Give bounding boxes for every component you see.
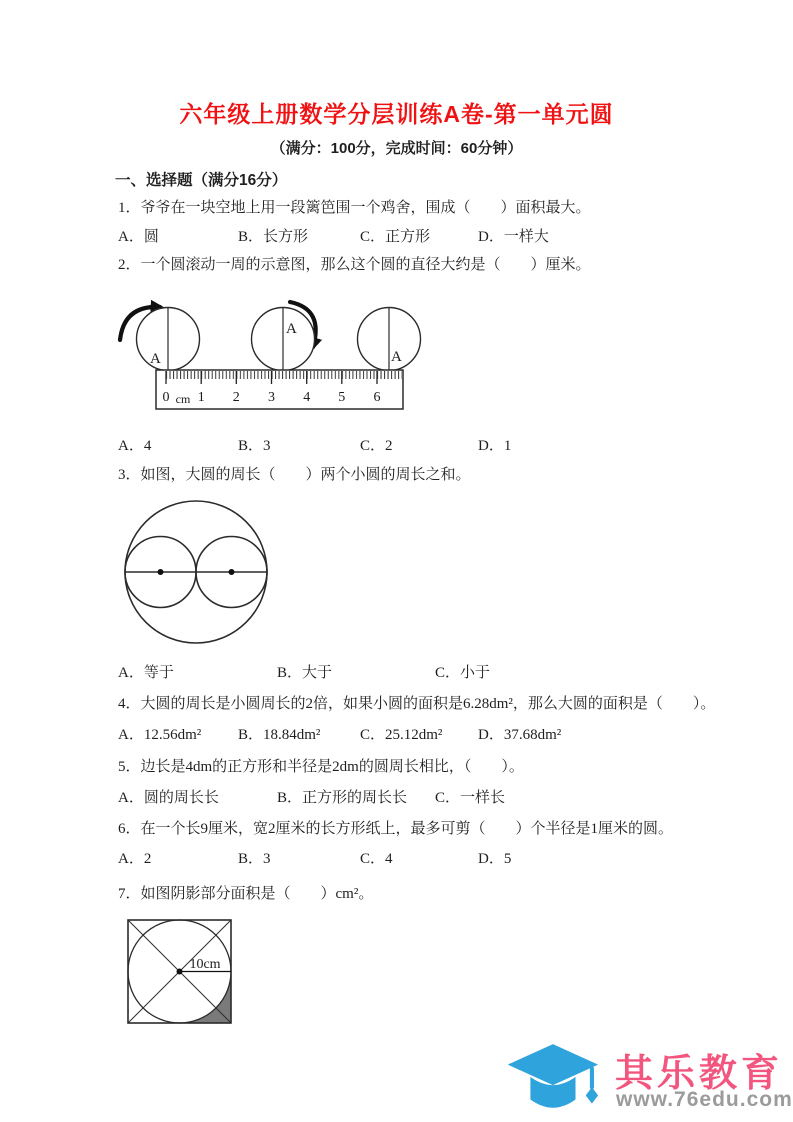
exam-info: （满分：100分，完成时间：60分钟）: [270, 140, 523, 157]
question-4-option-a: A．12.56dm²: [118, 727, 202, 743]
question-5-option-b: B．正方形的周长长: [277, 790, 408, 806]
point-a-label: A: [391, 349, 402, 365]
question-3-option-c: C．小于: [435, 665, 491, 681]
question-4-option-b: B．18.84dm²: [238, 727, 321, 743]
center-dot: [229, 569, 235, 575]
ruler-number: 1: [197, 390, 205, 405]
section-header: 一、选择题（满分16分）: [115, 172, 288, 189]
ruler-number: 3: [268, 390, 275, 405]
ruler-number: 5: [338, 390, 346, 405]
question-4-text: 4．大圆的周长是小圆周长的2倍，如果小圆的面积是6.28dm²，那么大圆的面积是（ ）。: [118, 696, 716, 712]
center-dot: [158, 569, 164, 575]
ruler-number: 4: [303, 390, 311, 405]
question-5-option-c: C．一样长: [435, 790, 506, 806]
brand-url: www.76edu.com: [616, 1088, 793, 1111]
question-2-text: 2．一个圆滚动一周的示意图，那么这个圆的直径大约是（ ）厘米。: [118, 257, 591, 273]
site-logo: [503, 1036, 793, 1122]
question-2-option-c: C．2: [360, 438, 393, 454]
question-1-option-c: C．正方形: [360, 229, 431, 245]
question-2-option-a: A．4: [118, 438, 152, 454]
question-5-option-a: A．圆的周长长: [118, 790, 219, 806]
rolling-circles-diagram: [113, 295, 463, 419]
question-2-option-b: B．3: [238, 438, 271, 454]
ruler-number: 6: [373, 390, 381, 405]
question-3-text: 3．如图，大圆的周长（ ）两个小圆的周长之和。: [118, 467, 471, 483]
ruler-unit-label: cm: [175, 392, 191, 406]
question-5-text: 5．边长是4dm的正方形和半径是2dm的圆周长相比，（ ）。: [118, 759, 524, 775]
question-4-option-c: C．25.12dm²: [360, 727, 443, 743]
ruler-number: 0: [162, 390, 170, 405]
page-title: 六年级上册数学分层训练A卷-第一单元圆: [179, 101, 614, 127]
radius-label: 10cm: [189, 957, 221, 972]
point-a-label: A: [150, 351, 161, 367]
question-6-option-d: D．5: [478, 851, 512, 867]
question-1-option-b: B．长方形: [238, 229, 309, 245]
ruler-number: 2: [232, 390, 240, 405]
question-1-option-d: D．一样大: [478, 229, 549, 245]
center-dot: [177, 969, 183, 975]
graduation-cap-icon: [503, 1040, 607, 1120]
question-2-option-d: D．1: [478, 438, 512, 454]
question-6-option-c: C．4: [360, 851, 393, 867]
point-a-label: A: [286, 321, 297, 337]
question-4-option-d: D．37.68dm²: [478, 727, 562, 743]
question-7-text: 7．如图阴影部分面积是（ ）cm²。: [118, 886, 374, 902]
question-1-text: 1．爷爷在一块空地上用一段篱笆围一个鸡舍，围成（ ）面积最大。: [118, 200, 591, 216]
square-circle-diagram: [125, 917, 237, 1029]
question-6-option-a: A．2: [118, 851, 152, 867]
brand-name: 其乐教育: [615, 1053, 784, 1095]
big-small-circles-diagram: [122, 496, 272, 650]
question-1-option-a: A．圆: [118, 229, 159, 245]
question-3-option-b: B．大于: [277, 665, 333, 681]
question-6-option-b: B．3: [238, 851, 271, 867]
question-3-option-a: A．等于: [118, 665, 174, 681]
question-6-text: 6．在一个长9厘米，宽2厘米的长方形纸上，最多可剪（ ）个半径是1厘米的圆。: [118, 821, 674, 837]
